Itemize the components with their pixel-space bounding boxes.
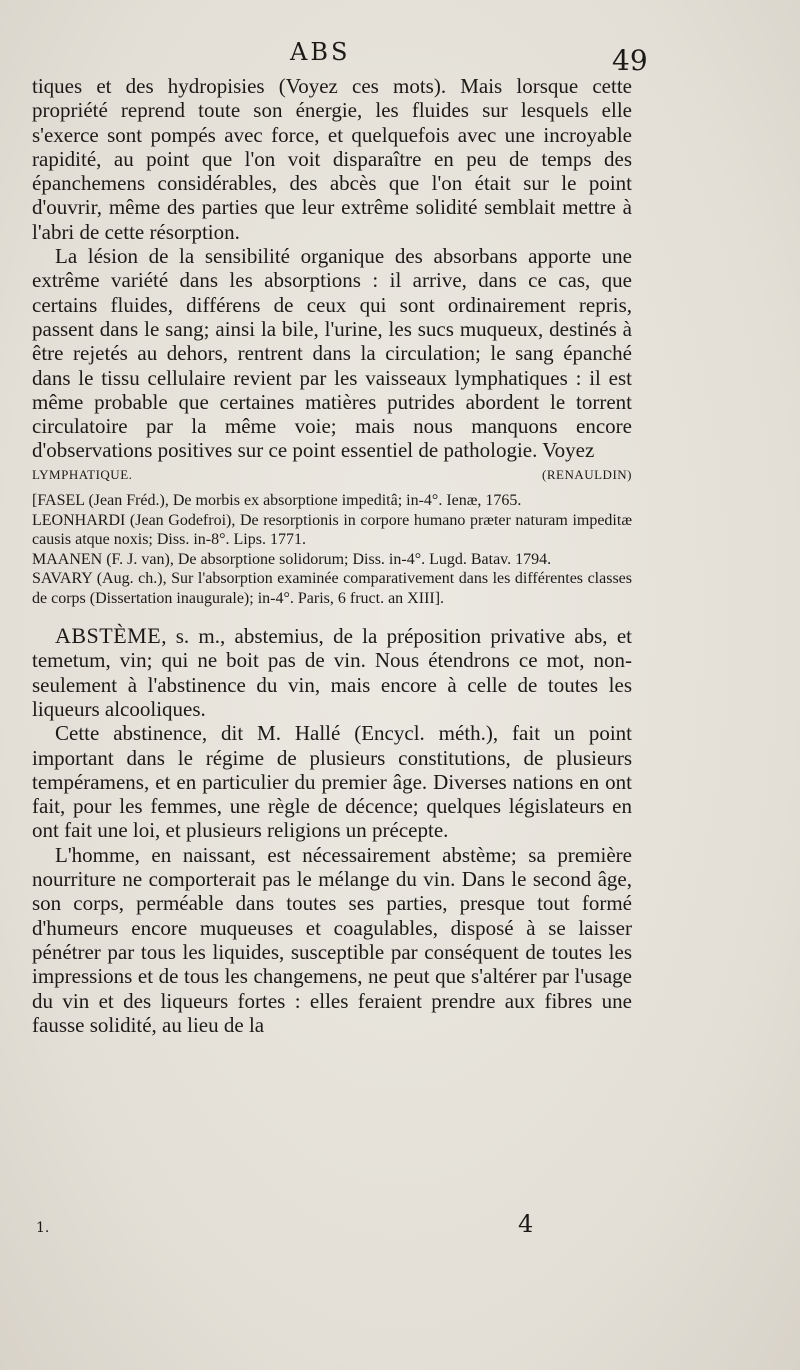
author-signature: (RENAULDIN) [542,466,632,482]
entry-headword: ABSTÈME [55,623,162,649]
entry-definition-text: , s. m., abstemius, de la préposition privative abs, et temetum, vin; qui ne boit pas de vin. Nous étendrons ce mot, non-seulement à l'abstinence du vin, mais encore à celle de toutes les liqueurs alcooliques. [32,624,632,721]
bibliography-entry: MAANEN (F. J. van), De absorptione solidorum; Diss. in-4°. Lugd. Batav. 1794. [32,550,552,568]
bibliography-entry: [FASEL (Jean Fréd.), De morbis ex absorptione impeditâ; in-4°. Ienæ, 1765. [32,492,522,510]
paragraph: La lésion de la sensibilité organique des absorbans apporte une extrême variété dans les absorptions : il arrive, dans ce cas, que certains fluides, différens de ceux qui sont ordinairement repris, passent dans le sang; ainsi la bile, l'urine, les sucs muqueux, destinés à être rejetés au dehors, rentrent dans la circulation; le sang épanché dans le tissu cellulaire revient par les vaisseaux lymphatiques : il est même probable que certaines matières putrides abordent le torrent circulatoire par la même voie; mais nous manquons encore d'observations positives sur ce point essentiel de pathologie. Voyez [32,244,632,463]
bibliography-entry: SAVARY (Aug. ch.), Sur l'absorption examinée comparativement dans les différentes classes de corps (Dissertation inaugurale); in-4°. Paris, 6 fruct. an XIII]. [32,570,632,607]
signature-line [32,463,632,487]
see-also-reference: LYMPHATIQUE. [32,466,133,482]
paragraph: L'homme, en naissant, est nécessairement abstème; sa première nourriture ne comporterait pas le mélange du vin. Dans le second âge, son corps, perméable dans toutes ses parties, presque tout formé d'humeurs encore muqueuses et coagulables, disposé à se laisser pénétrer par tous les liquides, susceptible par conséquent de toutes les impressions et de tous les changemens, ne peut que s'altérer par l'usage du vin et des liqueurs fortes : elles feraient prendre aux fibres une fausse solidité, au lieu de la [32,842,632,1037]
entry-definition [32,624,632,721]
volume-mark: 1. [36,1220,50,1236]
signature-mark: 4 [518,1210,534,1238]
paragraph: Cette abstinence, dit M. Hallé (Encycl. méth.), fait un point important dans le régime de plusieurs constitutions, de plusieurs tempéramens, et en particulier du premier âge. Diverses nations en ont fait, pour les femmes, une règle de décence; quelques législateurs en ont fait une loi, et plusieurs religions un précepte. [32,721,632,843]
page-number: 49 [612,44,648,77]
running-head: ABS [290,38,351,66]
dictionary-entry [32,624,632,1037]
bibliography-entry: LEONHARDI (Jean Godefroi), De resorptionis in corpore humano præter naturam impeditæ causis atque noxis; Diss. in-8°. Lips. 1771. [32,511,632,549]
page-body [32,74,632,1037]
bibliography [32,491,632,608]
paragraph: tiques et des hydropisies (Voyez ces mots). Mais lorsque cette propriété reprend toute son énergie, les fluides sur lesquels elle s'exerce sont pompés avec force, et quelquefois avec une incroyable rapidité, au point que l'on voit disparaître en peu de temps des épanchemens considérables, des abcès que l'on était sur le point d'ouvrir, même des parties que leur extrême solidité semblait mettre à l'abri de cette résorption. [32,74,632,244]
